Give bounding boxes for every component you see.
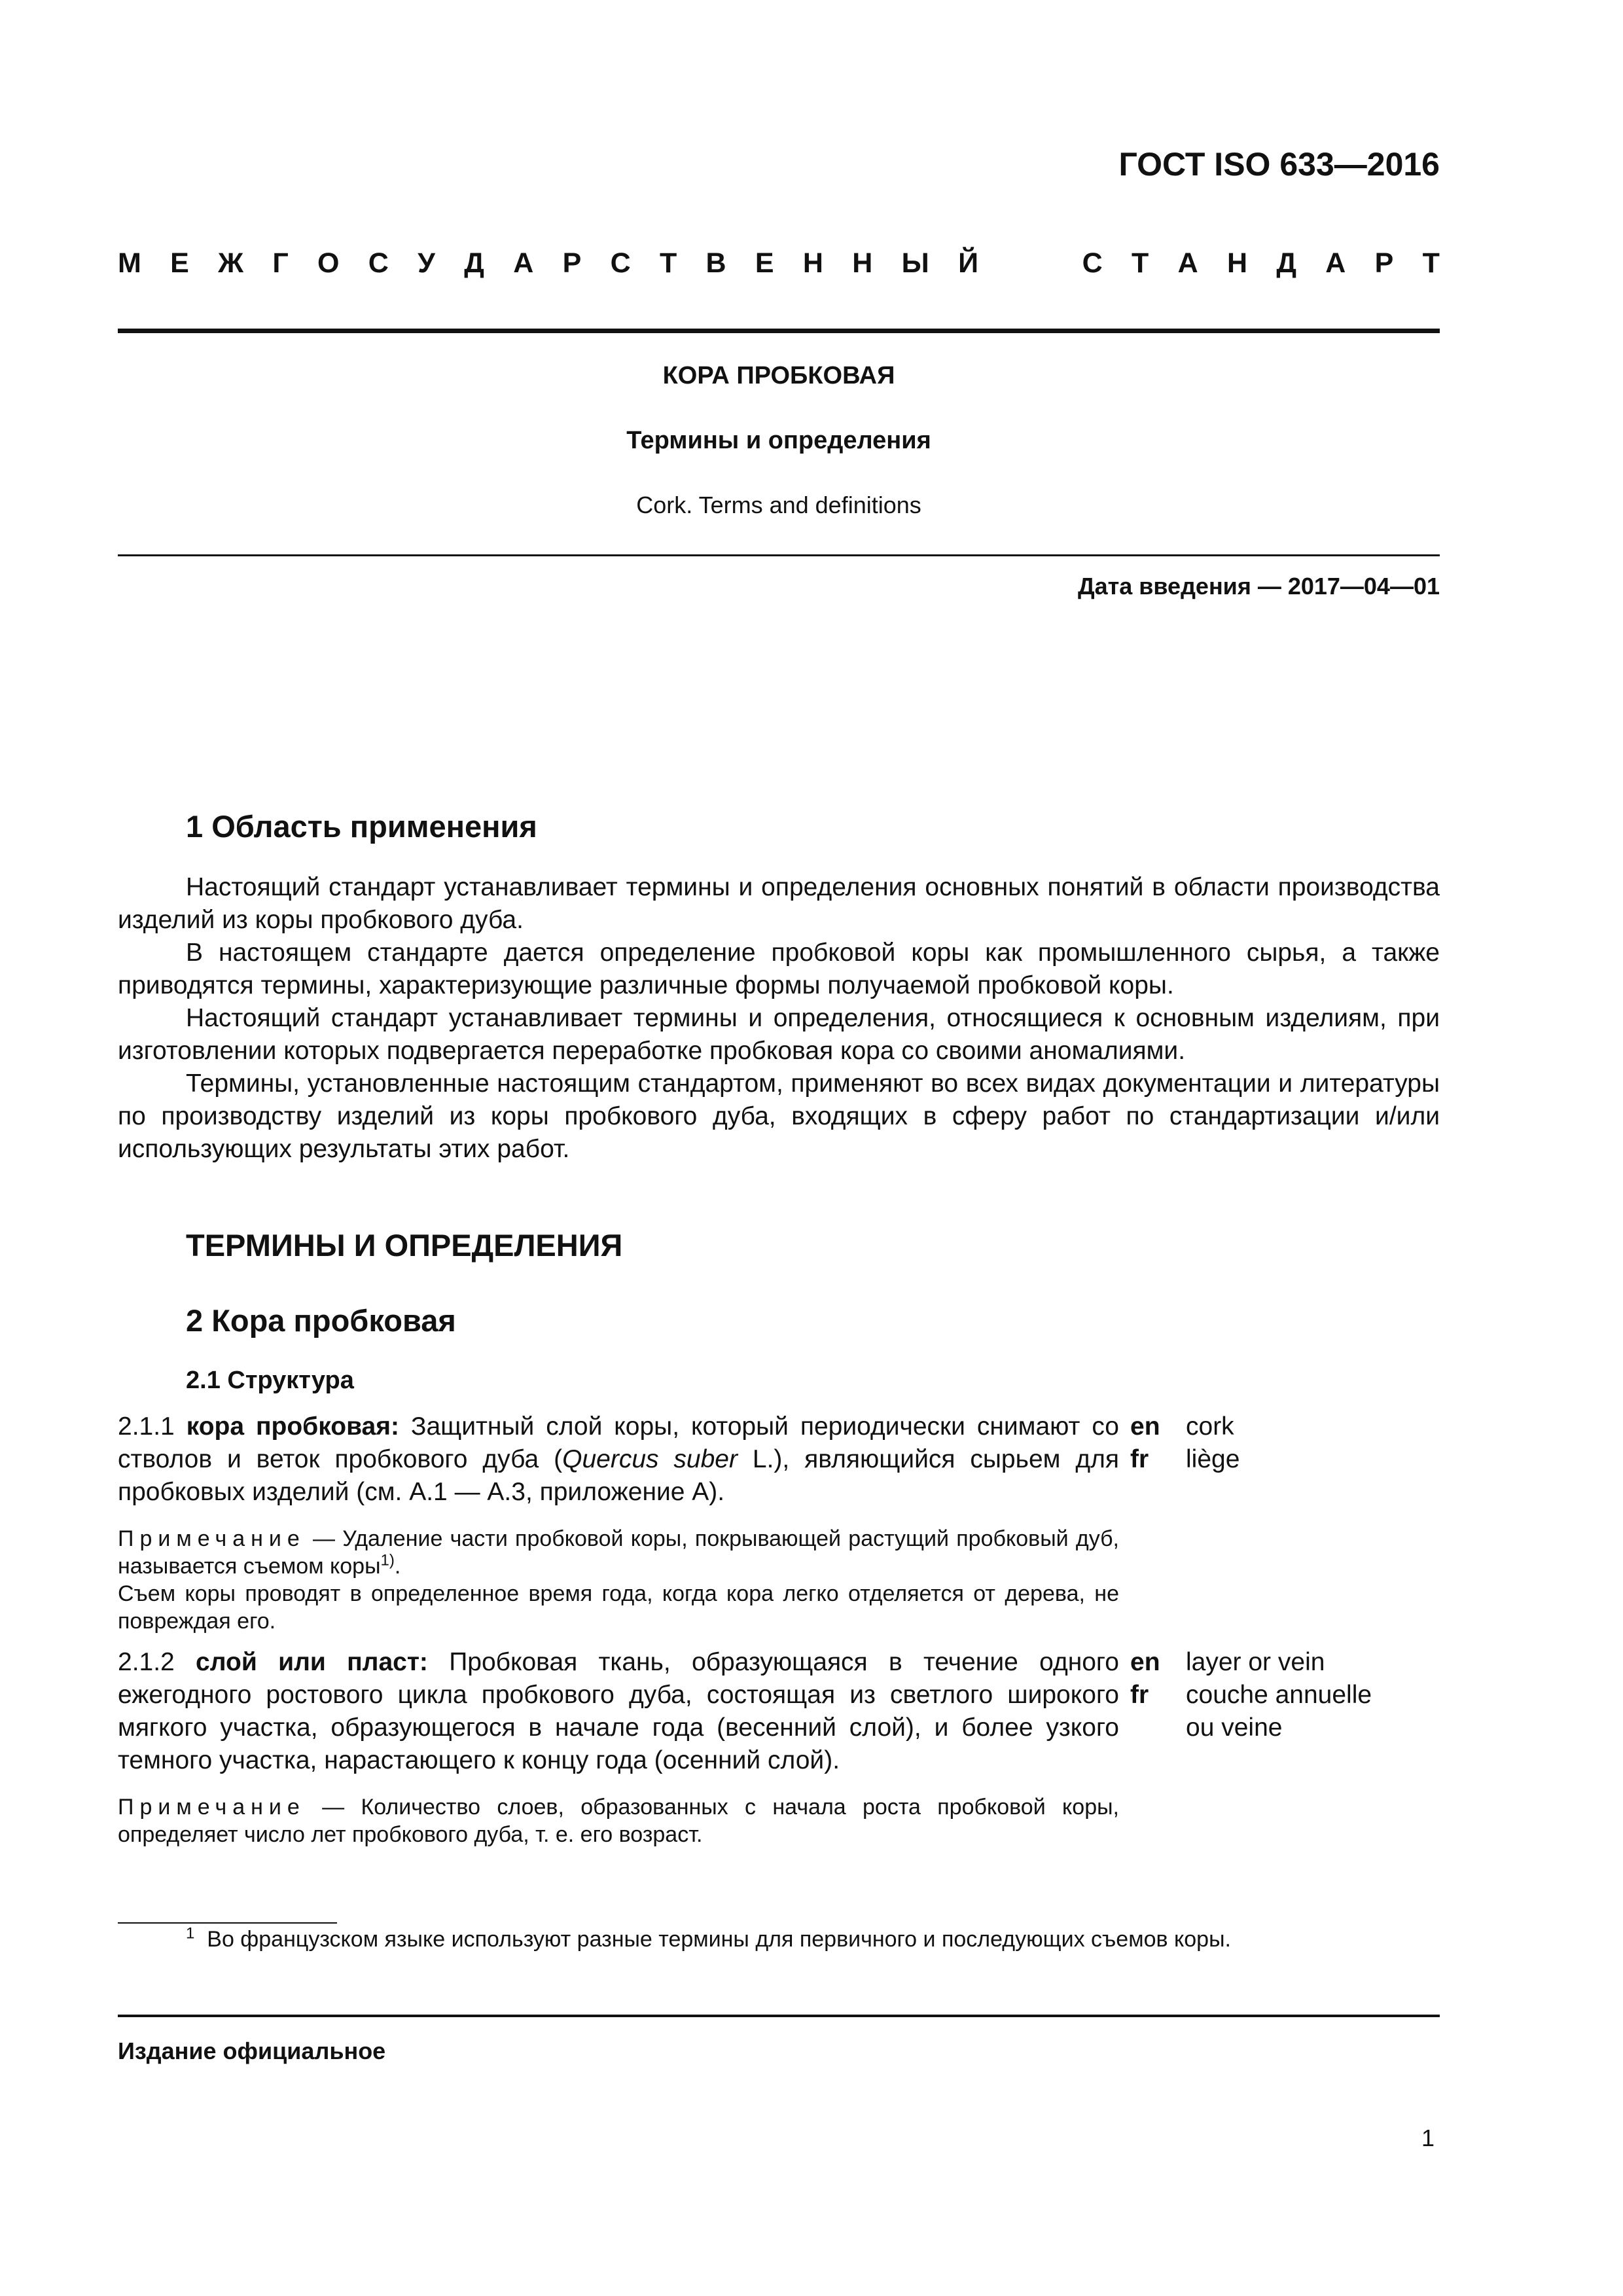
banner-letter: Е: [755, 247, 774, 279]
banner-letter: С: [368, 247, 389, 279]
banner-letter: С: [1082, 247, 1103, 279]
banner-letter: М: [118, 247, 141, 279]
footnote-ref: 1): [380, 1551, 395, 1570]
scope-paragraph-4: Термины, установленные настоящим стандартом, применяют во всех видах документации и литературы по производству изделий из коры пробкового дуба, входящих в сферу работ по стандартизации и/или использующих результаты этих работ.: [118, 1069, 1440, 1163]
english-equivalent: layer or vein: [1186, 1648, 1325, 1676]
terms-heading: ТЕРМИНЫ И ОПРЕДЕЛЕНИЯ: [186, 1228, 623, 1263]
banner-letter: Р: [1374, 247, 1394, 279]
banner-letter: Р: [562, 247, 582, 279]
banner-letter: Д: [1276, 247, 1296, 279]
term-2-1-2-note: [118, 1793, 1119, 1848]
term-2-1-2-definition: [118, 1646, 1119, 1777]
french-equivalent: liège: [1186, 1445, 1240, 1473]
banner-letter: В: [705, 247, 726, 279]
lang-code-fr: fr: [1130, 1445, 1149, 1473]
interstate-standard-banner: [118, 247, 1440, 287]
banner-letter: Н: [852, 247, 873, 279]
lang-code-en: en: [1130, 1412, 1160, 1441]
banner-letter: Т: [1422, 247, 1440, 279]
banner-letter: У: [418, 247, 435, 279]
edition-label: Издание официальное: [118, 2037, 386, 2064]
document-subtitle: Термины и определения: [626, 427, 931, 454]
term-2-1-1-note-continued: Съем коры проводят в определенное время года, когда кора легко отделяется от дерева, не повреждая его.: [118, 1581, 1119, 1634]
banner-letter: Т: [1131, 247, 1149, 279]
banner-letter: Ы: [901, 247, 929, 279]
banner-letter: Е: [170, 247, 189, 279]
term-name: слой или пласт:: [196, 1648, 428, 1676]
introduction-date: Дата введения — 2017—04—01: [1077, 573, 1440, 600]
footnote: [186, 1926, 1231, 1953]
document-title: КОРА ПРОБКОВАЯ: [662, 362, 895, 389]
term-2-1-1-note: [118, 1525, 1119, 1580]
footnote-text: Во французском языке используют разные термины для первичного и последующих съемов коры.: [207, 1927, 1231, 1952]
page-number: 1: [1421, 2125, 1435, 2151]
note-text: — Количество слоев, образованных с начала роста пробковой коры, определяет число лет пробкового дуба, т. е. его возраст.: [118, 1795, 1119, 1847]
banner-letter: Т: [659, 247, 677, 279]
banner-word-gap: [1007, 247, 1053, 287]
term-number: 2.1.2: [118, 1648, 175, 1676]
banner-letter: А: [1177, 247, 1198, 279]
english-title: Cork. Terms and definitions: [636, 492, 921, 518]
section-2-heading: 2 Кора пробковая: [186, 1303, 456, 1338]
banner-letter: Д: [464, 247, 484, 279]
french-equivalent: couche annuelle: [1186, 1681, 1372, 1709]
footnote-rule: [118, 1922, 337, 1924]
note-label: Примечание: [118, 1526, 306, 1551]
subsection-2-1-heading: 2.1 Структура: [186, 1367, 354, 1394]
term-2-1-1-definition: [118, 1410, 1119, 1509]
english-equivalent: cork: [1186, 1412, 1234, 1441]
note-text: .: [394, 1554, 401, 1579]
banner-letter: А: [513, 247, 534, 279]
french-equivalent-continued: ou veine: [1186, 1713, 1283, 1742]
lang-code-en: en: [1130, 1648, 1160, 1676]
note-text: — Удаление части пробковой коры, покрывающей растущий пробковый дуб, называется съемом коры: [118, 1526, 1119, 1579]
scope-paragraph-2: В настоящем стандарте дается определение пробковой коры как промышленного сырья, а также приводятся термины, характеризующие различные формы получаемой пробковой коры.: [118, 939, 1440, 999]
banner-letter: О: [317, 247, 340, 279]
title-rule: [118, 554, 1440, 556]
banner-letter: Г: [272, 247, 289, 279]
scope-paragraph-3: Настоящий стандарт устанавливает термины и определения, относящиеся к основным изделиям, при изготовлении которых подвергается переработке пробковая кора со своими аномалиями.: [118, 1004, 1440, 1065]
banner-letter: А: [1325, 247, 1346, 279]
footnote-marker: 1: [186, 1924, 195, 1943]
lang-code-fr: fr: [1130, 1681, 1149, 1709]
banner-letter: Й: [958, 247, 978, 279]
standard-number: ГОСТ ISO 633—2016: [1118, 146, 1440, 183]
section-1-heading: 1 Область применения: [186, 809, 537, 844]
scope-paragraph-1: Настоящий стандарт устанавливает термины и определения основных понятий в области производства изделий из коры пробкового дуба.: [118, 873, 1440, 934]
banner-letter: Н: [802, 247, 823, 279]
term-definition-part: Защитный слой коры, который периодически снимают со стволов и веток пробкового дуба (: [118, 1412, 1119, 1473]
latin-name: Quercus suber: [562, 1445, 738, 1473]
term-definition-part: L.), являющийся сырьем для пробковых изделий (см. А.1 — А.3, приложение А).: [118, 1445, 1119, 1506]
note-label: Примечание: [118, 1795, 306, 1820]
banner-letter: Ж: [218, 247, 244, 279]
footer-rule: [118, 2015, 1440, 2017]
term-number: 2.1.1: [118, 1412, 175, 1441]
banner-letter: С: [610, 247, 631, 279]
banner-letter: Н: [1226, 247, 1248, 279]
header-rule: [118, 329, 1440, 333]
term-name: кора пробковая:: [186, 1412, 399, 1441]
term-definition-part: Пробковая ткань, образующаяся в течение одного ежегодного ростового цикла пробкового дуба, состоящая из светлого широкого мягкого участка, образующегося в начале года (весенний слой), и более узкого темного участка, нарастающего к концу года (осенний слой).: [118, 1648, 1119, 1774]
